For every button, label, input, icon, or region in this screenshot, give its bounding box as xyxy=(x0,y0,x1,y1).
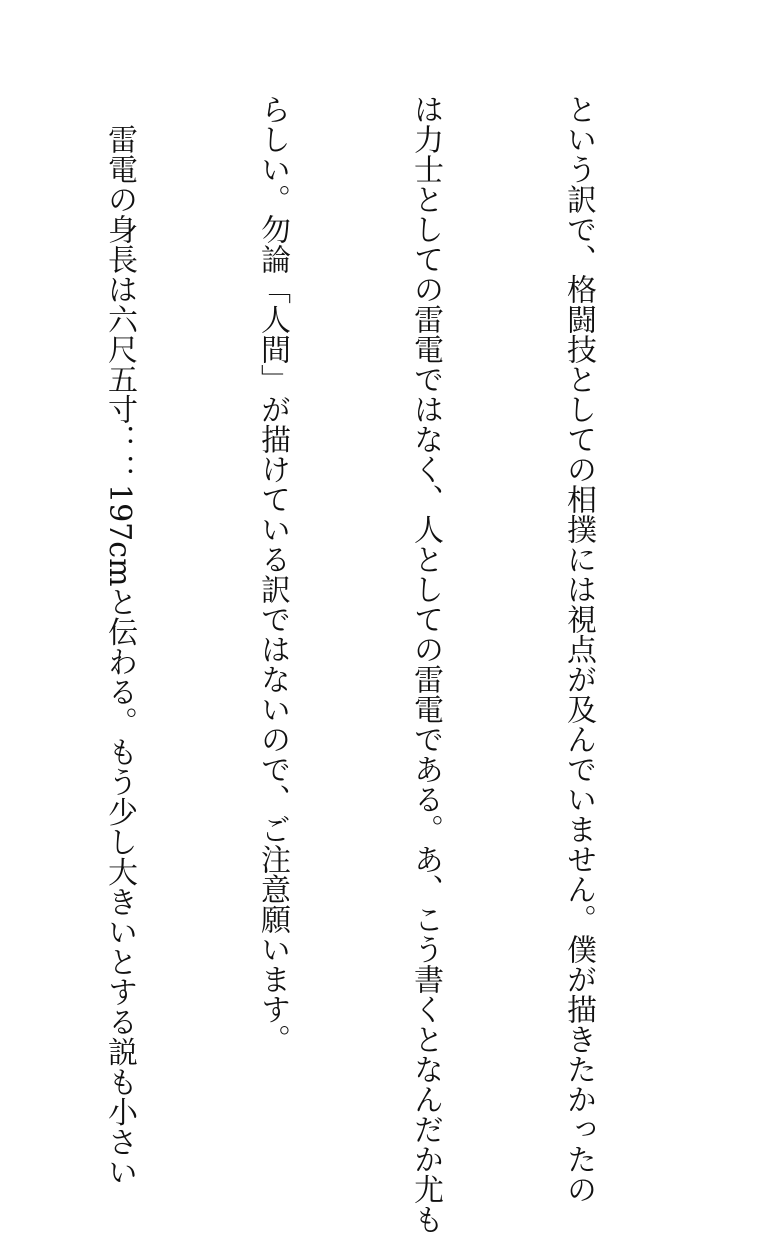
text-line-2: は力士としての雷電ではなく、人としての雷電である。あ、こう書くとなんだか尤も xyxy=(408,94,443,1234)
text-line-3: らしい。勿論「人間」が描けている訳ではないので、ご注意願います。 xyxy=(255,94,290,1054)
text-line-1: という訳で、格闘技としての相撲には視点が及んでいません。僕が描きたかったの xyxy=(561,94,596,1204)
text-line-4: 雷電の身長は六尺五寸：：197cmと伝わる。もう少し大きいとする説も小さい xyxy=(102,94,137,1187)
vertical-text-body xyxy=(0,94,706,1234)
